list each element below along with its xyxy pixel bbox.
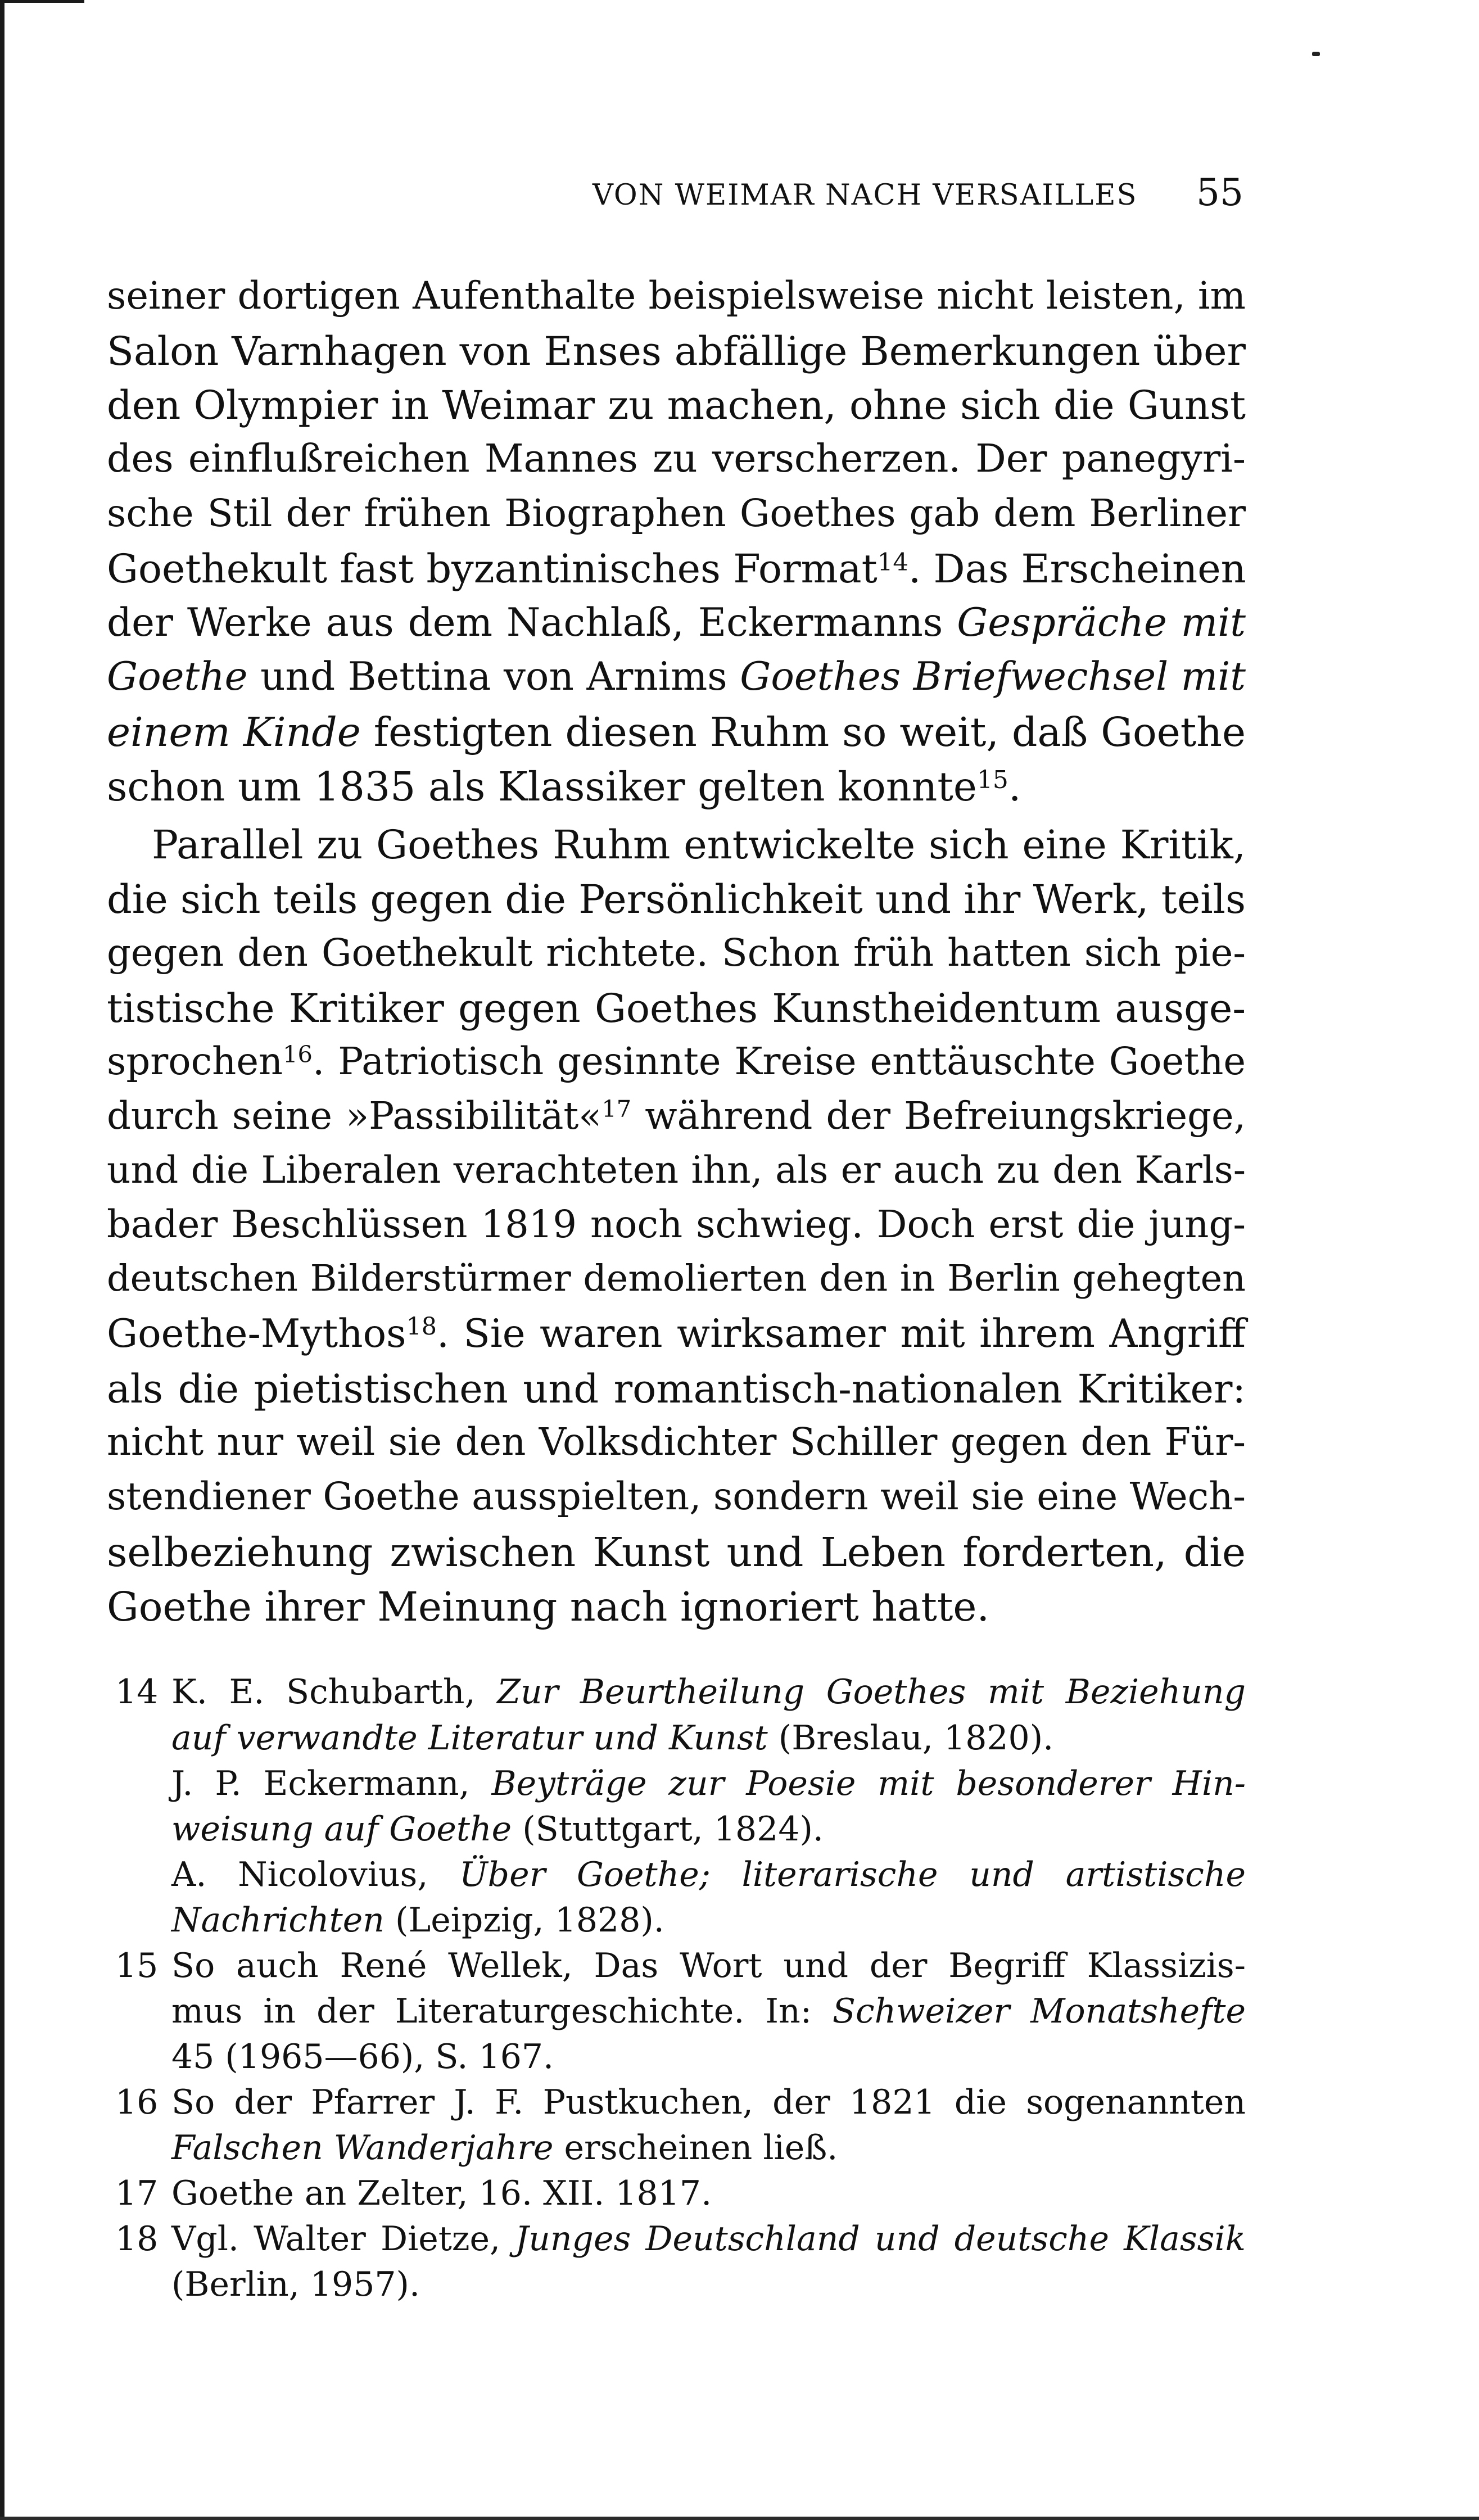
footnote-14-number: 14 — [115, 1672, 159, 1712]
footnote-15-number: 15 — [115, 1946, 159, 1985]
scan-edge-bottom — [0, 2517, 1479, 2520]
paragraph-2-line-8: bader Beschlüssen 1819 noch schwieg. Doch erst die jung- — [107, 1202, 1246, 1246]
paragraph-1-line-4: des einflußreichen Mannes zu verscherzen. Der panegyri- — [107, 437, 1246, 481]
footnote-16-line-2: Falschen Wanderjahre erscheinen ließ. — [171, 2128, 838, 2168]
paragraph-2-line-9: deutschen Bilderstürmer demolierten den in Berlin gehegten — [107, 1257, 1246, 1300]
paragraph-2-line-3: gegen den Goethekult richtete. Schon früh hatten sich pie- — [107, 931, 1246, 975]
paragraph-2-line-4: tistische Kritiker gegen Goethes Kunstheidentum ausge- — [107, 985, 1246, 1031]
footnote-ref-14: 14 — [877, 548, 908, 577]
footnote-14-line-4: weisung auf Goethe (Stuttgart, 1824). — [171, 1809, 824, 1849]
paragraph-1-line-5: sche Stil der frühen Biographen Goethes gab dem Berliner — [107, 491, 1246, 535]
scan-edge-left — [0, 0, 4, 2520]
footnote-18-line-1: Vgl. Walter Dietze, Junges Deutschland und deutsche Klassik — [171, 2219, 1246, 2259]
footnote-ref-16: 16 — [283, 1040, 313, 1069]
footnote-15-line-1: So auch René Wellek, Das Wort und der Begriff Klassizis- — [171, 1946, 1246, 1985]
page-number: 55 — [1196, 171, 1243, 214]
paragraph-1-line-3: den Olympier in Weimar zu machen, ohne sich die Gunst — [107, 382, 1246, 428]
paragraph-2-line-2: die sich teils gegen die Persönlichkeit und ihr Werk, teils — [107, 876, 1246, 922]
paragraph-2-line-14: selbeziehung zwischen Kunst und Leben forderten, die — [107, 1529, 1246, 1576]
paragraph-2-line-7: und die Liberalen verachteten ihn, als er auch zu den Karls- — [107, 1148, 1246, 1192]
scan-corner-rule — [0, 0, 84, 3]
paragraph-1-line-8: Goethe und Bettina von Arnims Goethes Briefwechsel mit — [107, 654, 1246, 699]
paragraph-1-line-9: einem Kinde festigten diesen Ruhm so weit, daß Goethe — [107, 709, 1246, 755]
paragraph-1-line-10: schon um 1835 als Klassiker gelten konnte$^{15}$. — [107, 763, 1021, 810]
footnote-16-number: 16 — [115, 2083, 159, 2122]
paragraph-2-line-15: Goethe ihrer Meinung nach ignoriert hatte. — [107, 1584, 990, 1630]
footnote-ref-17: 17 — [601, 1095, 632, 1123]
footnote-14-line-2: auf verwandte Literatur und Kunst (Breslau, 1820). — [171, 1718, 1054, 1758]
scan-speck — [1312, 52, 1320, 56]
paragraph-2-line-6: durch seine »Passibilität«$^{17}$ während der Befreiungskriege, — [107, 1094, 1246, 1138]
paragraph-2-line-11: als die pietistischen und romantisch-nationalen Kritiker: — [107, 1366, 1246, 1412]
footnote-17-line-1: Goethe an Zelter, 16. XII. 1817. — [171, 2174, 712, 2213]
paragraph-2-line-1: Parallel zu Goethes Ruhm entwickelte sich eine Kritik, — [152, 822, 1246, 868]
footnote-18-line-2: (Berlin, 1957). — [171, 2265, 420, 2304]
footnote-16-line-1: So der Pfarrer J. F. Pustkuchen, der 1821 die sogenannten — [171, 2083, 1246, 2122]
paragraph-1-line-1: seiner dortigen Aufenthalte beispielsweise nicht leisten, im — [107, 274, 1246, 318]
running-head: VON WEIMAR NACH VERSAILLES — [592, 179, 1138, 212]
footnote-15-line-3: 45 (1965—66), S. 167. — [171, 2037, 554, 2076]
footnote-ref-15: 15 — [976, 766, 1008, 794]
footnote-14-line-5: A. Nicolovius, Über Goethe; literarische und artistische — [171, 1855, 1246, 1894]
paragraph-2-line-12: nicht nur weil sie den Volksdichter Schiller gegen den Für- — [107, 1420, 1246, 1464]
footnote-ref-18: 18 — [406, 1313, 437, 1341]
footnote-14-line-1: K. E. Schubarth, Zur Beurtheilung Goethes mit Beziehung — [171, 1672, 1246, 1712]
paragraph-1-line-6: Goethekult fast byzantinisches Format$^{14}$. Das Erscheinen — [107, 546, 1246, 592]
footnote-14-line-6: Nachrichten (Leipzig, 1828). — [171, 1901, 664, 1940]
footnote-18-number: 18 — [115, 2219, 159, 2259]
footnote-14-line-3: J. P. Eckermann, Beyträge zur Poesie mit besonderer Hin- — [171, 1764, 1246, 1803]
footnote-15-line-2: mus in der Literaturgeschichte. In: Schweizer Monatshefte — [171, 1992, 1246, 2031]
paragraph-1-line-7: der Werke aus dem Nachlaß, Eckermanns Gespräche mit — [107, 600, 1246, 645]
paragraph-2-line-10: Goethe-Mythos$^{18}$. Sie waren wirksamer mit ihrem Angriff — [107, 1311, 1246, 1356]
paragraph-2-line-5: sprochen$^{16}$. Patriotisch gesinnte Kreise enttäuschte Goethe — [107, 1039, 1246, 1083]
paragraph-2-line-13: stendiener Goethe ausspielten, sondern weil sie eine Wech- — [107, 1474, 1246, 1518]
paragraph-1-line-2: Salon Varnhagen von Enses abfällige Bemerkungen über — [107, 328, 1246, 374]
footnote-17-number: 17 — [115, 2174, 159, 2213]
